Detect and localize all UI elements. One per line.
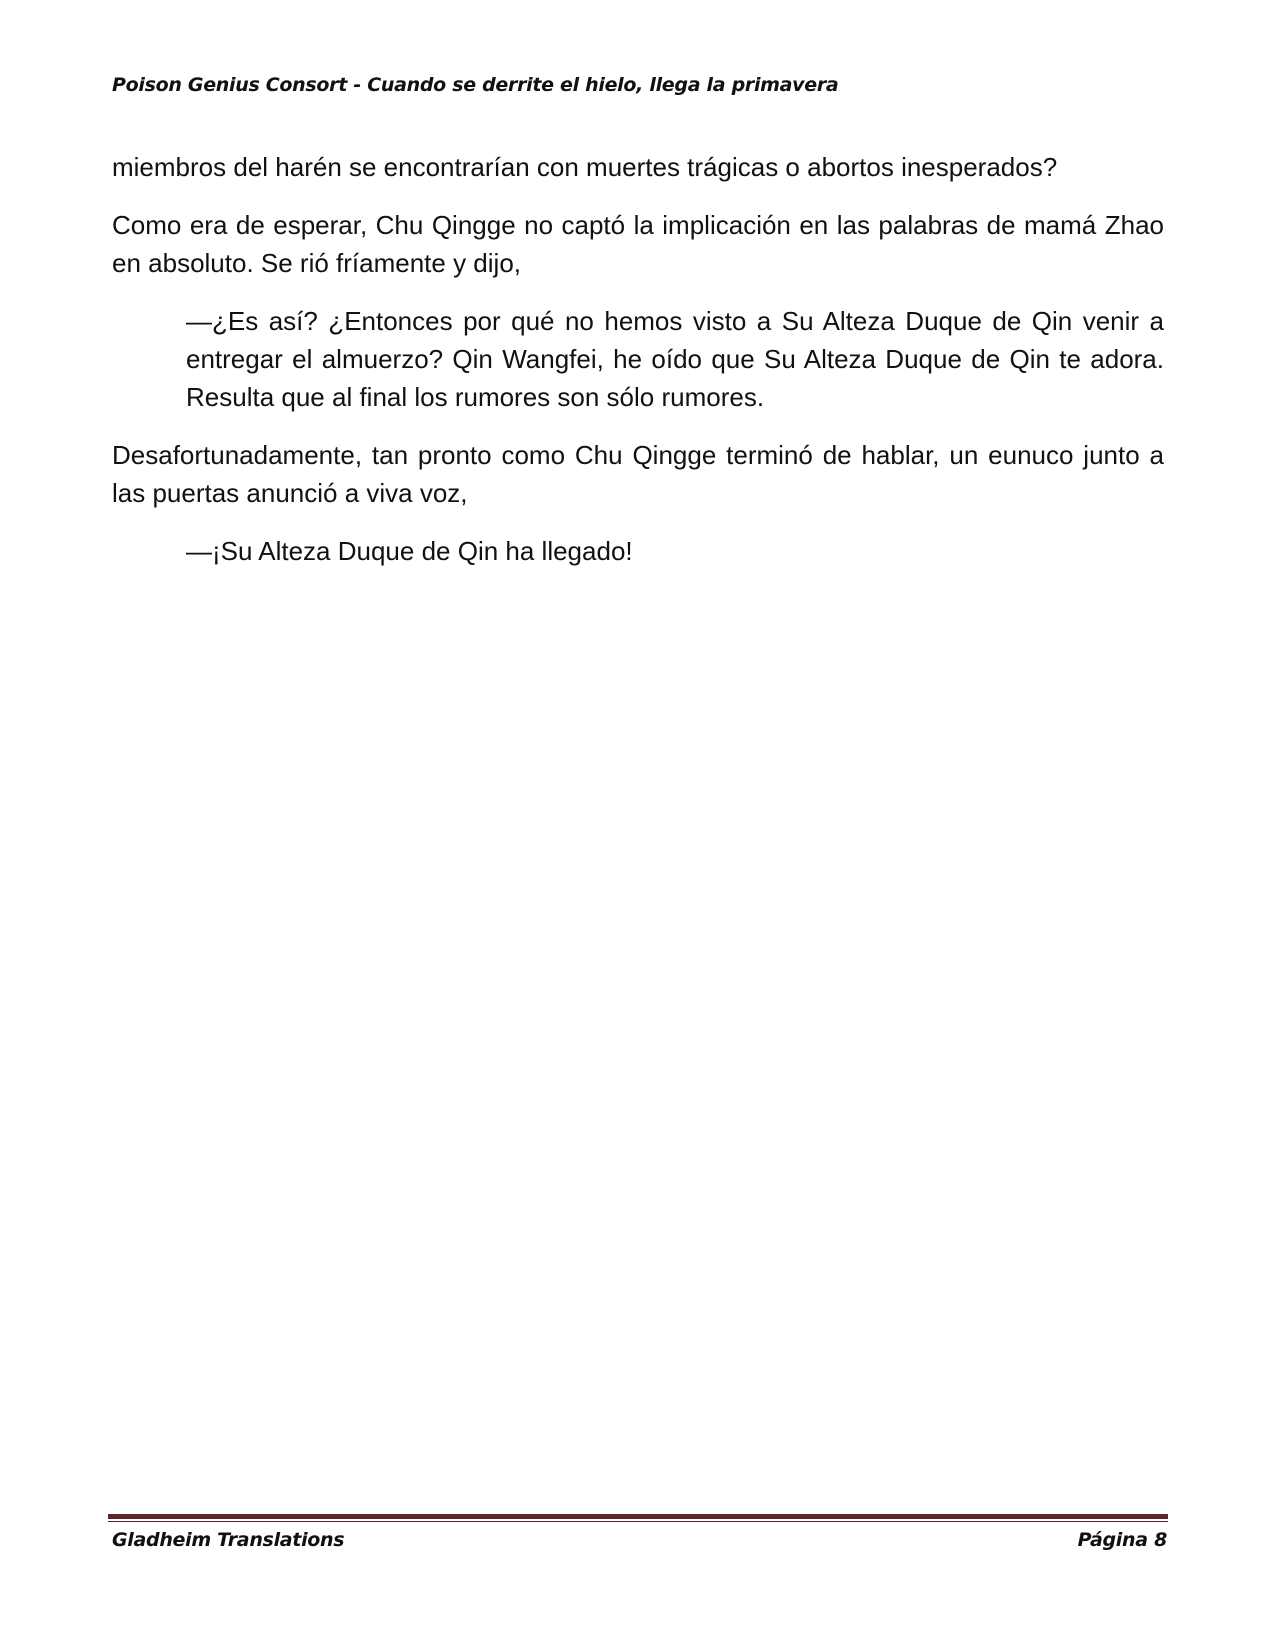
paragraph: Como era de esperar, Chu Qingge no captó la implicación en las palabras de mamá Zhao en absoluto. Se rió fríamente y dijo, <box>112 210 1164 278</box>
dialogue-paragraph: —¿Es así? ¿Entonces por qué no hemos visto a Su Alteza Duque de Qin venir a entregar el almuerzo? Qin Wangfei, he oído que Su Alteza Duque de Qin te adora. Resulta que al final los rumores son sólo rumores. <box>186 306 1164 412</box>
footer-divider <box>108 1514 1168 1522</box>
page-number: Página 8 <box>1077 1529 1167 1551</box>
paragraph: miembros del harén se encontrarían con muertes trágicas o abortos inesperados? <box>112 152 1058 182</box>
footer-divider-thick <box>108 1514 1168 1519</box>
paragraph: Desafortunadamente, tan pronto como Chu Qingge terminó de hablar, un eunuco junto a las puertas anunció a viva voz, <box>112 440 1164 508</box>
footer-publisher: Gladheim Translations <box>112 1529 345 1551</box>
page-body <box>112 148 1164 590</box>
running-header: Poison Genius Consort - Cuando se derrite el hielo, llega la primavera <box>112 74 839 96</box>
dialogue-paragraph: —¡Su Alteza Duque de Qin ha llegado! <box>186 536 633 566</box>
footer-divider-thin <box>108 1521 1168 1522</box>
